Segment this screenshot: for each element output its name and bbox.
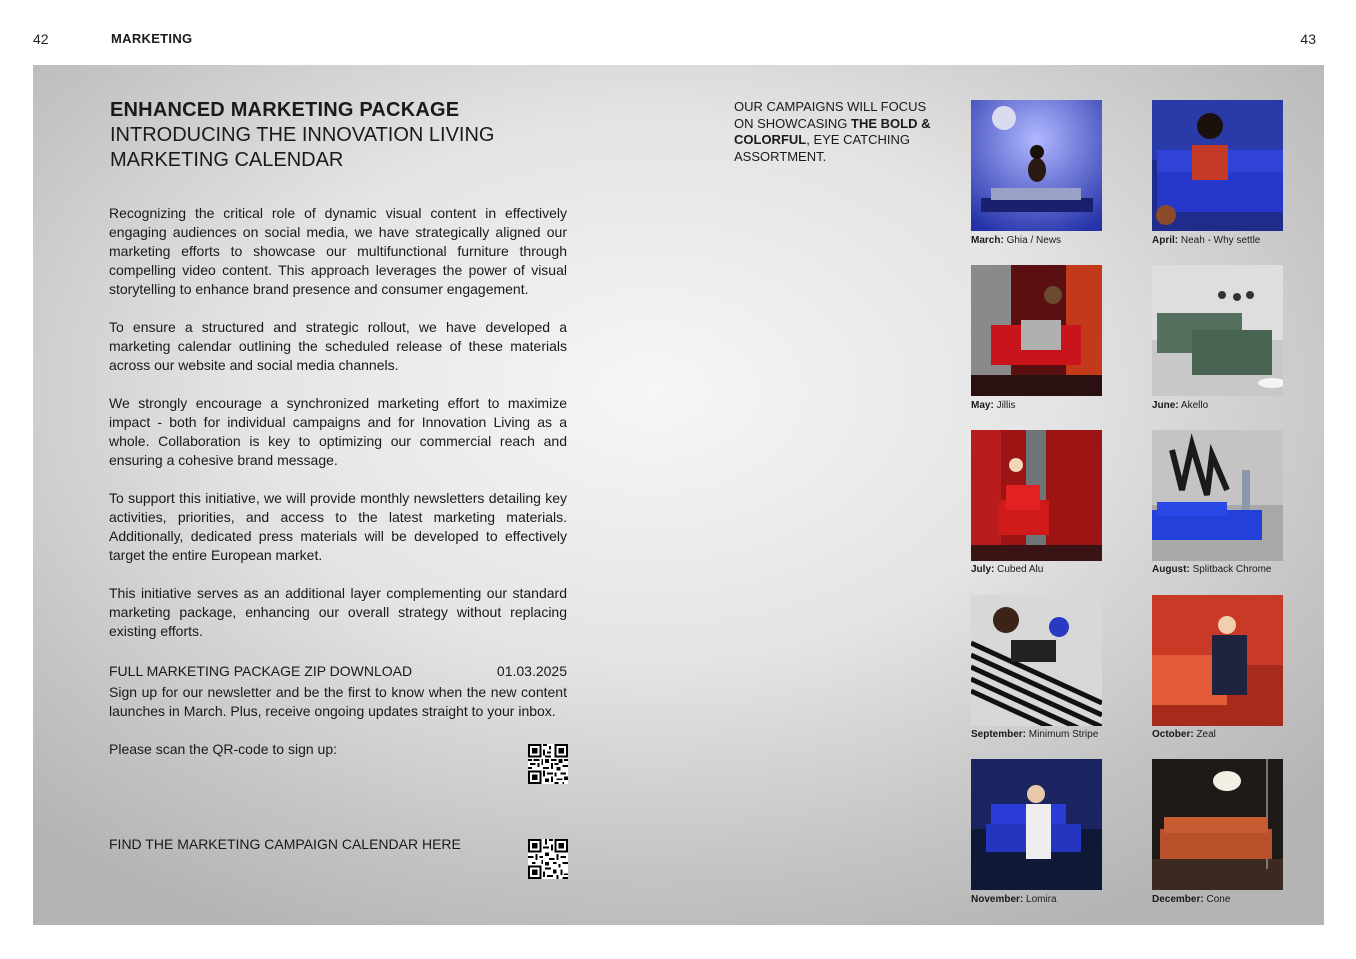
caption-product: Jillis [996, 400, 1016, 411]
photo-august [1152, 430, 1283, 561]
caption-month: October: [1152, 729, 1194, 740]
caption-product: Ghia / News [1006, 235, 1062, 246]
campaign-highlight: THE BOLD & COLORFUL [734, 115, 931, 147]
newsletter-text: Sign up for our newsletter and be the first to know when the new content launches in March. Plus, receive ongoing updates straight to your inbox. [109, 684, 567, 719]
download-label: FULL MARKETING PACKAGE ZIP DOWNLOAD [109, 663, 413, 679]
title-line-3: MARKETING CALENDAR [110, 149, 344, 171]
caption-month: August: [1152, 564, 1190, 575]
caption-march [971, 235, 1061, 246]
caption-july [971, 564, 1043, 575]
photo-december [1152, 759, 1283, 890]
download-date: 01.03.2025 [496, 663, 567, 679]
title-bold: ENHANCED MARKETING PACKAGE [110, 99, 460, 121]
newsletter-qr-code[interactable] [528, 744, 568, 784]
caption-product: Akello [1180, 400, 1209, 411]
caption-september [971, 729, 1098, 740]
content-panel [33, 65, 1324, 925]
caption-product: Cone [1206, 894, 1231, 905]
caption-product: Lomira [1026, 894, 1057, 905]
caption-product: Neah - Why settle [1180, 235, 1261, 246]
caption-month: June: [1152, 400, 1179, 411]
page-number-left: 42 [33, 31, 49, 47]
paragraph: To support this initiative, we will provide monthly newsletters detailing key activities, priorities, and access to the latest marketing materials. Additionally, dedicated press materials will be developed to effectively target the entire European market. [109, 490, 567, 563]
download-row [109, 663, 567, 679]
photo-april [1152, 100, 1283, 231]
caption-june [1152, 400, 1208, 411]
caption-august [1152, 564, 1271, 575]
caption-product: Splitback Chrome [1192, 564, 1272, 575]
caption-month: July: [971, 564, 995, 575]
body-text [109, 204, 567, 660]
title-line-2: INTRODUCING THE INNOVATION LIVING [110, 124, 495, 146]
calendar-link-text: FIND THE MARKETING CAMPAIGN CALENDAR HERE [109, 836, 461, 852]
caption-may [971, 400, 1015, 411]
campaign-text-end: , EYE CATCHING ASSORTMENT. [734, 132, 910, 164]
caption-month: March: [971, 235, 1004, 246]
section-label: MARKETING [111, 31, 193, 46]
caption-month: April: [1152, 235, 1179, 246]
caption-october [1152, 729, 1216, 740]
photo-september [971, 595, 1102, 726]
caption-december [1152, 894, 1230, 905]
calendar-qr-code[interactable] [528, 839, 568, 879]
photo-june [1152, 265, 1283, 396]
page-title [110, 98, 570, 173]
paragraph: This initiative serves as an additional layer complementing our standard marketing package, enhancing our overall strategy without replacing existing efforts. [109, 585, 567, 639]
campaign-statement [734, 99, 934, 165]
photo-march [971, 100, 1102, 231]
caption-product: Zeal [1196, 729, 1216, 740]
campaign-text: OUR CAMPAIGNS WILL FOCUS ON SHOWCASING [734, 99, 927, 131]
caption-november [971, 894, 1057, 905]
photo-july [971, 430, 1102, 561]
caption-month: May: [971, 400, 994, 411]
caption-product: Minimum Stripe [1028, 729, 1099, 740]
paragraph: We strongly encourage a synchronized marketing effort to maximize impact - both for individual campaigns and for Innovation Living as a whole. Collaboration is key to optimizing our commercial reach and ensuring a cohesive brand message. [109, 395, 567, 468]
caption-april [1152, 235, 1260, 246]
caption-month: September: [971, 729, 1027, 740]
page-number-right: 43 [1300, 31, 1316, 47]
caption-month: November: [971, 894, 1024, 905]
photo-may [971, 265, 1102, 396]
photo-october [1152, 595, 1283, 726]
scan-text: Please scan the QR-code to sign up: [109, 741, 338, 757]
caption-product: Cubed Alu [997, 564, 1044, 575]
paragraph: Recognizing the critical role of dynamic visual content in effectively engaging audiences on social media, we have strategically aligned our marketing efforts to showcase our multifunctional furniture through compelling video content. This approach leverages the power of visual storytelling to enhance brand presence and consumer engagement. [109, 205, 567, 297]
paragraph: To ensure a structured and strategic rollout, we have developed a marketing calendar outlining the scheduled release of these materials across our website and social media channels. [109, 319, 567, 373]
photo-november [971, 759, 1102, 890]
caption-month: December: [1152, 894, 1204, 905]
